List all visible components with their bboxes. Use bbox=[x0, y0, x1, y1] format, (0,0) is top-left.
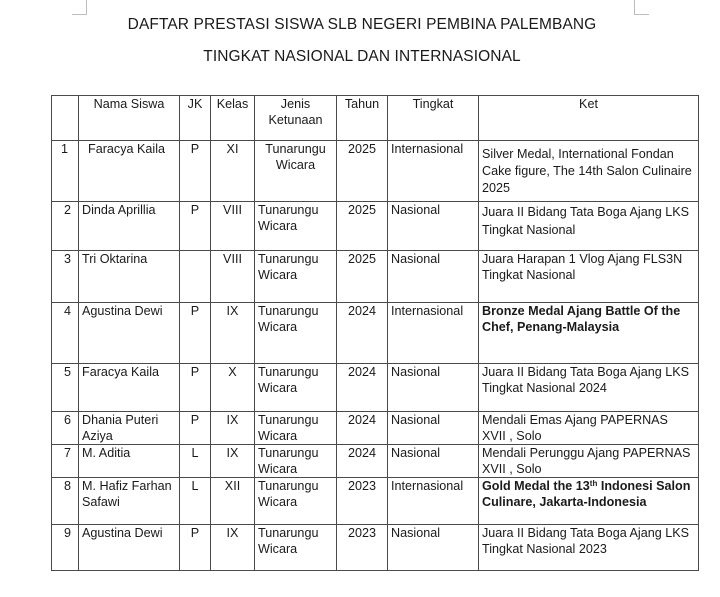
table-row bbox=[52, 303, 699, 364]
header-jenis: Jenis Ketunaan bbox=[255, 96, 337, 141]
header-jk: JK bbox=[180, 96, 211, 141]
cell-tingkat: Nasional bbox=[388, 445, 479, 478]
cell-jenis: Tunarungu Wicara bbox=[255, 141, 337, 202]
cell-kelas: IX bbox=[211, 525, 255, 571]
cell-tingkat: Internasional bbox=[388, 478, 479, 525]
cell-ket: Juara Harapan 1 Vlog Ajang FLS3N Tingkat Nasional bbox=[479, 251, 699, 303]
header-tahun: Tahun bbox=[337, 96, 388, 141]
cell-no: 1 bbox=[52, 141, 79, 202]
cell-tahun: 2024 bbox=[337, 445, 388, 478]
cell-jk: P bbox=[180, 364, 211, 412]
header-no bbox=[52, 96, 79, 141]
table-row bbox=[52, 525, 699, 571]
table-header-row bbox=[52, 96, 699, 141]
cell-no: 6 bbox=[52, 412, 79, 445]
cell-nama: Dinda Aprillia bbox=[79, 202, 180, 251]
cell-tingkat: Nasional bbox=[388, 364, 479, 412]
page-corner-mark-left bbox=[72, 0, 87, 15]
cell-jk: P bbox=[180, 141, 211, 202]
document-title: DAFTAR PRESTASI SISWA SLB NEGERI PEMBINA PALEMBANG bbox=[127, 16, 597, 33]
cell-tingkat: Internasional bbox=[388, 303, 479, 364]
cell-kelas: VIII bbox=[211, 251, 255, 303]
cell-kelas: XI bbox=[211, 141, 255, 202]
document-subtitle: TINGKAT NASIONAL DAN INTERNASIONAL bbox=[203, 48, 521, 65]
cell-ket: Juara II Bidang Tata Boga Ajang LKS Tingkat Nasional bbox=[479, 202, 699, 251]
cell-ket bbox=[479, 478, 699, 525]
cell-kelas: IX bbox=[211, 412, 255, 445]
cell-jenis: Tunarungu Wicara bbox=[255, 303, 337, 364]
cell-tahun: 2024 bbox=[337, 412, 388, 445]
cell-ket: Mendali Perunggu Ajang PAPERNAS XVII , Solo bbox=[479, 445, 699, 478]
cell-jenis: Tunarungu Wicara bbox=[255, 251, 337, 303]
cell-jenis: Tunarungu Wicara bbox=[255, 364, 337, 412]
cell-kelas: IX bbox=[211, 303, 255, 364]
cell-kelas: IX bbox=[211, 445, 255, 478]
cell-nama: Agustina Dewi bbox=[79, 303, 180, 364]
cell-jk: P bbox=[180, 202, 211, 251]
cell-tahun: 2025 bbox=[337, 251, 388, 303]
cell-no: 2 bbox=[52, 202, 79, 251]
achievement-table bbox=[51, 95, 699, 571]
cell-nama: M. Aditia bbox=[79, 445, 180, 478]
table-row bbox=[52, 478, 699, 525]
ket-text-pre: Gold Medal the 13 bbox=[482, 479, 590, 493]
cell-jenis: Tunarungu Wicara bbox=[255, 445, 337, 478]
cell-kelas: XII bbox=[211, 478, 255, 525]
cell-ket: Juara II Bidang Tata Boga Ajang LKS Tingkat Nasional 2023 bbox=[479, 525, 699, 571]
cell-kelas: X bbox=[211, 364, 255, 412]
cell-ket: Silver Medal, International Fondan Cake figure, The 14th Salon Culinaire 2025 bbox=[479, 141, 699, 202]
cell-tahun: 2024 bbox=[337, 303, 388, 364]
cell-jk: P bbox=[180, 525, 211, 571]
header-ket: Ket bbox=[479, 96, 699, 141]
header-nama: Nama Siswa bbox=[79, 96, 180, 141]
cell-ket: Juara II Bidang Tata Boga Ajang LKS Tingkat Nasional 2024 bbox=[479, 364, 699, 412]
cell-no: 4 bbox=[52, 303, 79, 364]
cell-jenis: Tunarungu Wicara bbox=[255, 202, 337, 251]
cell-no: 3 bbox=[52, 251, 79, 303]
cell-tahun: 2023 bbox=[337, 478, 388, 525]
table-row bbox=[52, 202, 699, 251]
table-row bbox=[52, 445, 699, 478]
cell-tahun: 2025 bbox=[337, 202, 388, 251]
cell-jenis: Tunarungu Wicara bbox=[255, 525, 337, 571]
cell-nama: Faracya Kaila bbox=[79, 364, 180, 412]
cell-nama: Agustina Dewi bbox=[79, 525, 180, 571]
cell-nama: Dhania Puteri Aziya bbox=[79, 412, 180, 445]
cell-jk: P bbox=[180, 412, 211, 445]
header-kelas: Kelas bbox=[211, 96, 255, 141]
cell-no: 5 bbox=[52, 364, 79, 412]
header-tingkat: Tingkat bbox=[388, 96, 479, 141]
cell-no: 7 bbox=[52, 445, 79, 478]
cell-tingkat: Nasional bbox=[388, 202, 479, 251]
cell-tahun: 2023 bbox=[337, 525, 388, 571]
cell-ket: Mendali Emas Ajang PAPERNAS XVII , Solo bbox=[479, 412, 699, 445]
cell-tahun: 2025 bbox=[337, 141, 388, 202]
cell-ket: Bronze Medal Ajang Battle Of the Chef, Penang-Malaysia bbox=[479, 303, 699, 364]
cell-tingkat: Nasional bbox=[388, 412, 479, 445]
cell-nama: M. Hafiz Farhan Safawi bbox=[79, 478, 180, 525]
cell-tahun: 2024 bbox=[337, 364, 388, 412]
cell-nama: Tri Oktarina bbox=[79, 251, 180, 303]
page-corner-mark-right bbox=[634, 0, 649, 15]
cell-kelas: VIII bbox=[211, 202, 255, 251]
table-row bbox=[52, 251, 699, 303]
cell-jk bbox=[180, 251, 211, 303]
cell-tingkat: Nasional bbox=[388, 525, 479, 571]
cell-jk: L bbox=[180, 478, 211, 525]
cell-jenis: Tunarungu Wicara bbox=[255, 412, 337, 445]
table-row bbox=[52, 364, 699, 412]
table-row bbox=[52, 141, 699, 202]
cell-jk: P bbox=[180, 303, 211, 364]
table-row bbox=[52, 412, 699, 445]
ket-text-post: Indonesi Salon Culinare, Jakarta-Indonesia bbox=[482, 479, 691, 509]
cell-no: 8 bbox=[52, 478, 79, 525]
ket-superscript: th bbox=[589, 479, 598, 488]
cell-jk: L bbox=[180, 445, 211, 478]
cell-jenis: Tunarungu Wicara bbox=[255, 478, 337, 525]
cell-no: 9 bbox=[52, 525, 79, 571]
cell-tingkat: Nasional bbox=[388, 251, 479, 303]
cell-nama: Faracya Kaila bbox=[79, 141, 180, 202]
cell-tingkat: Internasional bbox=[388, 141, 479, 202]
